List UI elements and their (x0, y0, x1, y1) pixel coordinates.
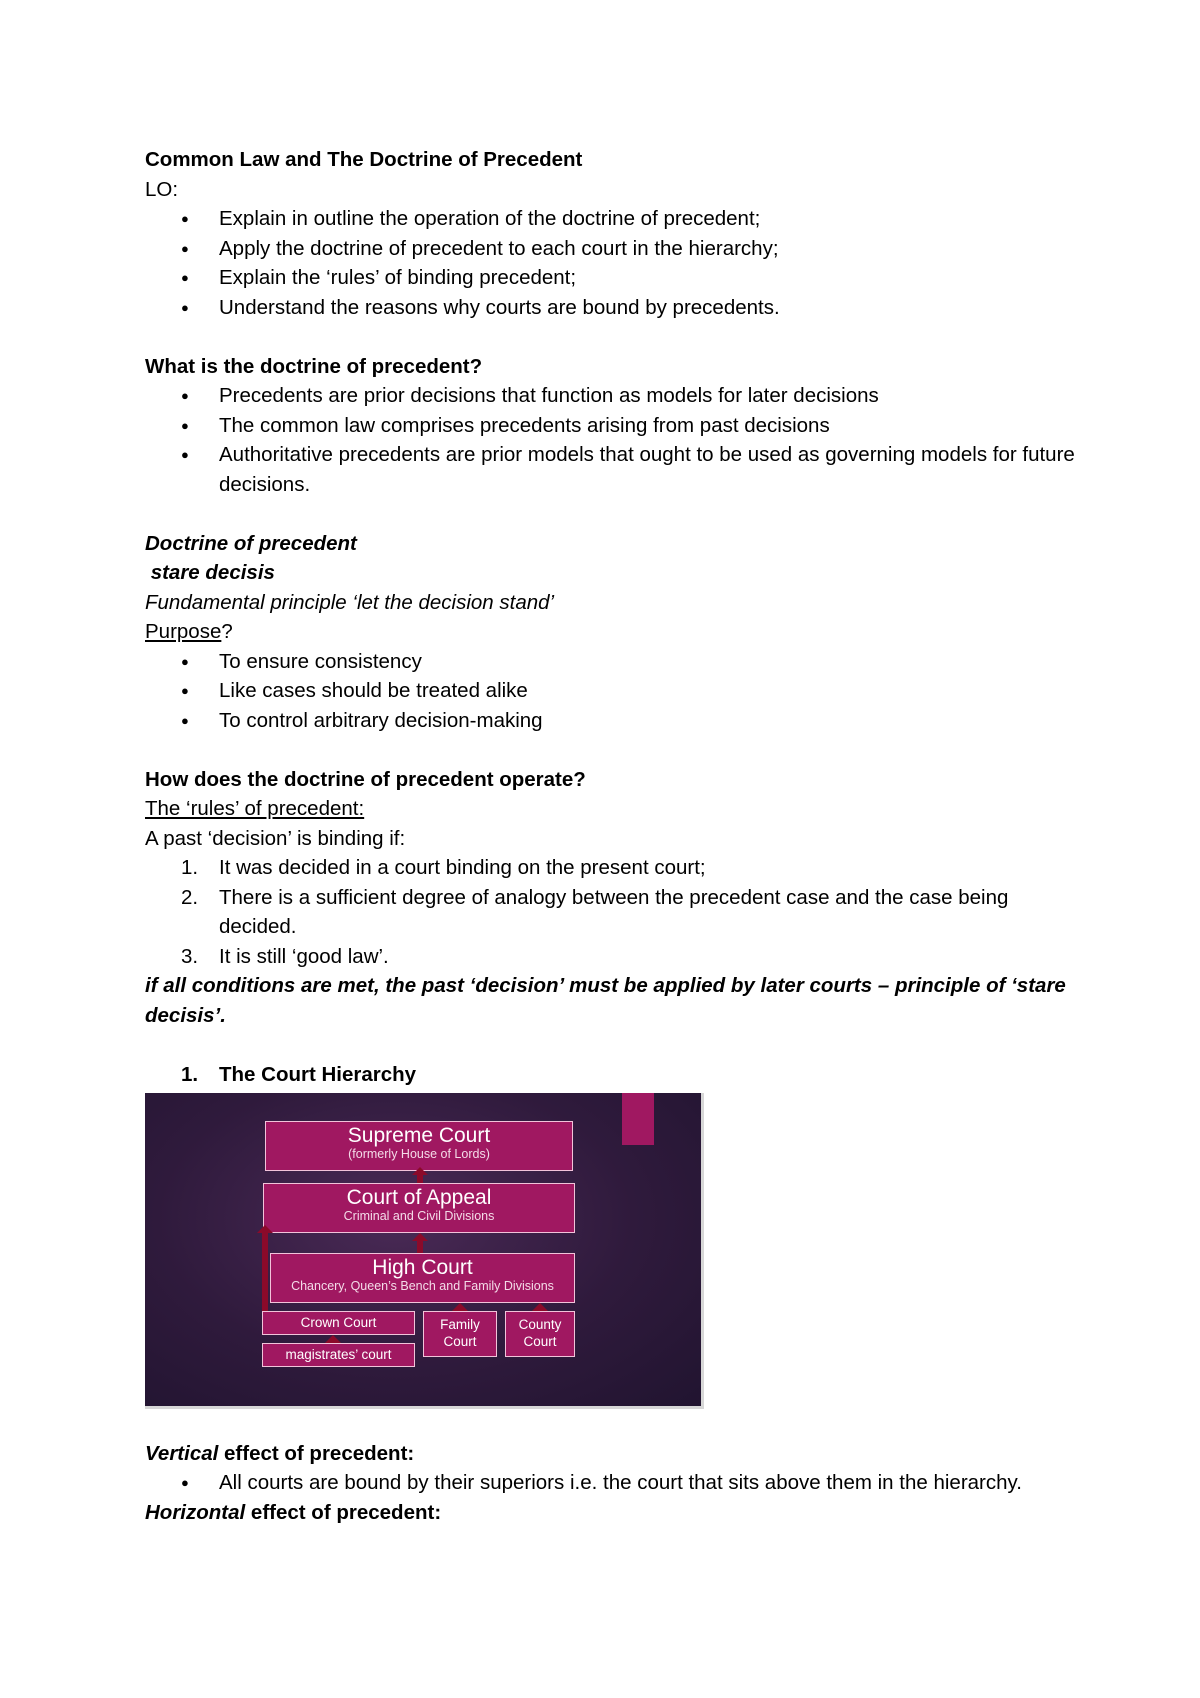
list-item: 1. It was decided in a court binding on the present court; (181, 856, 706, 879)
stare-decisis: stare decisis (145, 561, 275, 584)
court-hierarchy-diagram (145, 1093, 704, 1409)
horizontal-heading: Horizontal effect of precedent: (145, 1500, 442, 1524)
document-page (145, 145, 1075, 1527)
arrow-up-icon (325, 1335, 341, 1343)
binding-intro: A past ‘decision’ is binding if: (145, 826, 406, 850)
arrow-up-icon (417, 1240, 423, 1253)
purpose-list (145, 647, 1075, 736)
list-item: ● Explain the ‘rules’ of binding precedent; (145, 263, 1075, 293)
arrow-up-icon (262, 1233, 268, 1311)
list-item: ● All courts are bound by their superiors i.e. the court that sits above them in the hierarchy. (145, 1468, 1075, 1498)
list-item: ● To control arbitrary decision-making (145, 706, 1075, 736)
list-item: ● Authoritative precedents are prior models that ought to be used as governing models for future decisions. (145, 440, 1075, 499)
crown-court-box: Crown Court (262, 1311, 415, 1335)
list-item: 3. It is still ‘good law’. (181, 944, 389, 968)
purpose-question: ? (221, 620, 233, 643)
list-item: ● Explain in outline the operation of the doctrine of precedent; (145, 204, 1075, 234)
list-item: ● Like cases should be treated alike (145, 676, 1075, 706)
lo-list (145, 204, 1075, 322)
list-item: ● Apply the doctrine of precedent to each court in the hierarchy; (145, 234, 1075, 264)
arrow-up-icon (417, 1174, 423, 1183)
family-court-box: Family Court (423, 1311, 497, 1357)
supreme-court-box: Supreme Court (formerly House of Lords) (265, 1121, 573, 1171)
doctrine-heading: Doctrine of precedent (145, 531, 357, 555)
hierarchy-heading: The Court Hierarchy (219, 1062, 417, 1086)
list-item: ● The common law comprises precedents arising from past decisions (145, 411, 1075, 441)
vertical-list (145, 1468, 1075, 1498)
arrow-up-icon (452, 1303, 468, 1311)
high-court-box: High Court Chancery, Queen’s Bench and Family Divisions (270, 1253, 575, 1303)
magistrates-court-box: magistrates’ court (262, 1343, 415, 1367)
how-heading: How does the doctrine of precedent operate? (145, 767, 586, 791)
purpose-line (145, 617, 1075, 647)
lo-label: LO: (145, 177, 179, 201)
county-court-box: County Court (505, 1311, 575, 1357)
arrow-up-icon (257, 1225, 273, 1233)
rules-label: The ‘rules’ of precedent: (145, 797, 365, 820)
list-item: ● Precedents are prior decisions that function as models for later decisions (145, 381, 1075, 411)
list-item: 2. There is a sufficient degree of analogy between the precedent case and the case being decided. (181, 885, 1009, 938)
decorative-accent (622, 1093, 654, 1145)
fundamental-principle: Fundamental principle ‘let the decision stand’ (145, 590, 555, 614)
hierarchy-list (145, 1060, 1075, 1090)
rules-list (145, 853, 1075, 971)
list-item: ● Understand the reasons why courts are bound by precedents. (145, 293, 1075, 323)
vertical-heading: Vertical effect of precedent: (145, 1441, 415, 1465)
purpose-label: Purpose (145, 620, 222, 643)
document-title: Common Law and The Doctrine of Precedent (145, 148, 583, 171)
list-item: ● To ensure consistency (145, 647, 1075, 677)
what-list (145, 381, 1075, 499)
what-heading: What is the doctrine of precedent? (145, 354, 483, 378)
conclusion: if all conditions are met, the past ‘decision’ must be applied by later courts – principle of ‘stare decisis’. (145, 974, 1066, 1027)
list-item: 1. The Court Hierarchy (181, 1062, 417, 1086)
arrow-up-icon (532, 1303, 548, 1311)
court-of-appeal-box: Court of Appeal Criminal and Civil Divisions (263, 1183, 575, 1233)
